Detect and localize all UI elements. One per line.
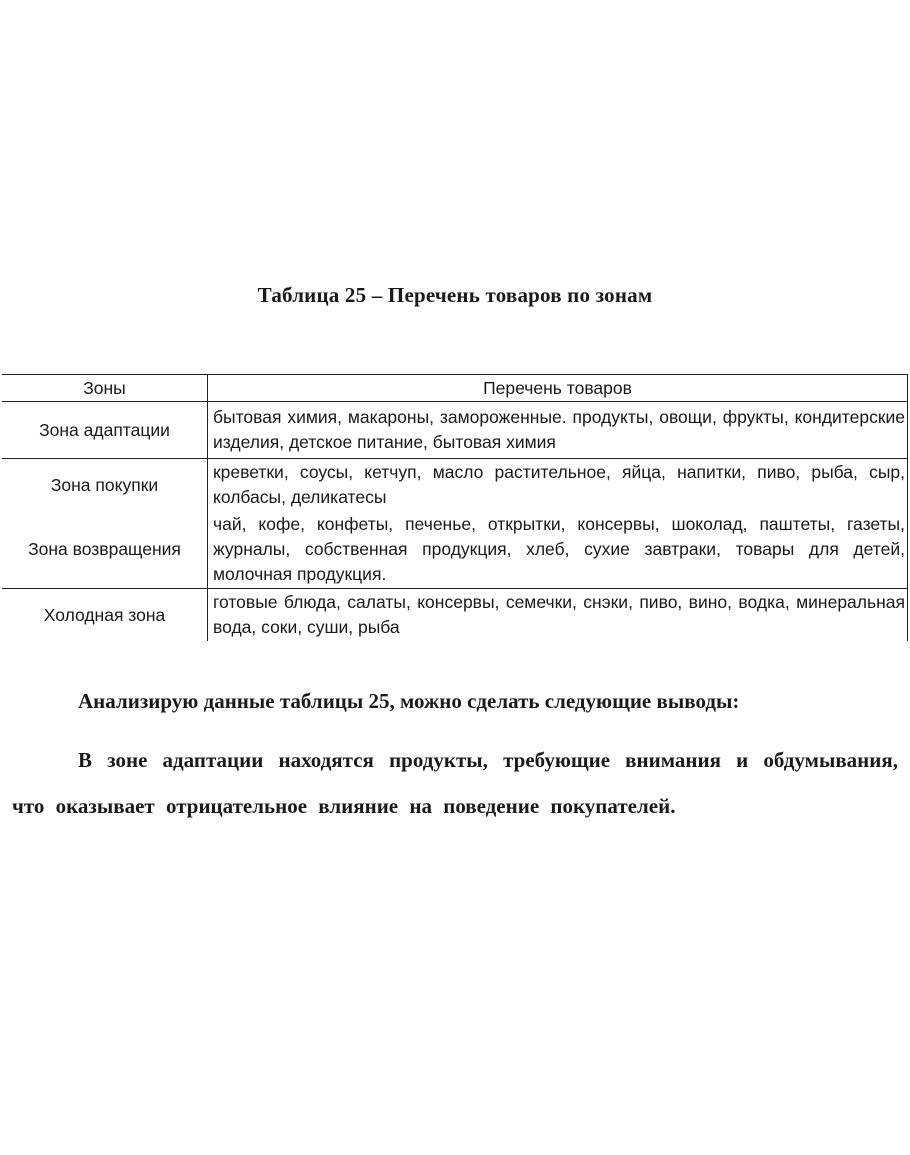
row-goods: креветки, соусы, кетчуп, масло растительное, яйца, напитки, пиво, рыба, сыр, колбасы, деликатесы — [208, 459, 908, 512]
row-goods: чай, кофе, конфеты, печенье, открытки, консервы, шоколад, паштеты, газеты, журналы, собственная продукция, хлеб, сухие завтраки, товары для детей, молочная продукция. — [208, 511, 908, 589]
row-goods: бытовая химия, макароны, замороженные. продукты, овощи, фрукты, кондитерские изделия, детское питание, бытовая химия — [208, 402, 908, 459]
header-zone: Зоны — [2, 375, 208, 402]
table-row — [2, 511, 908, 589]
goods-by-zone-table — [2, 374, 908, 641]
conclusion-intro-paragraph: Анализирую данные таблицы 25, можно сделать следующие выводы: — [78, 689, 740, 713]
table-header-row — [2, 375, 908, 402]
row-zone: Холодная зона — [2, 589, 208, 642]
conclusion-paragraph: В зоне адаптации находятся продукты, требующие внимания и обдумывания, что оказывает отрицательное влияние на поведение покупателей. — [12, 748, 898, 818]
table-row — [2, 459, 908, 512]
row-goods: готовые блюда, салаты, консервы, семечки, снэки, пиво, вино, водка, минеральная вода, соки, суши, рыба — [208, 589, 908, 642]
row-zone: Зона адаптации — [2, 402, 208, 459]
table-caption: Таблица 25 – Перечень товаров по зонам — [257, 283, 653, 307]
table-row — [2, 402, 908, 459]
header-goods: Перечень товаров — [208, 375, 908, 402]
table-row — [2, 589, 908, 642]
row-zone: Зона возвращения — [2, 511, 208, 589]
row-zone: Зона покупки — [2, 459, 208, 512]
